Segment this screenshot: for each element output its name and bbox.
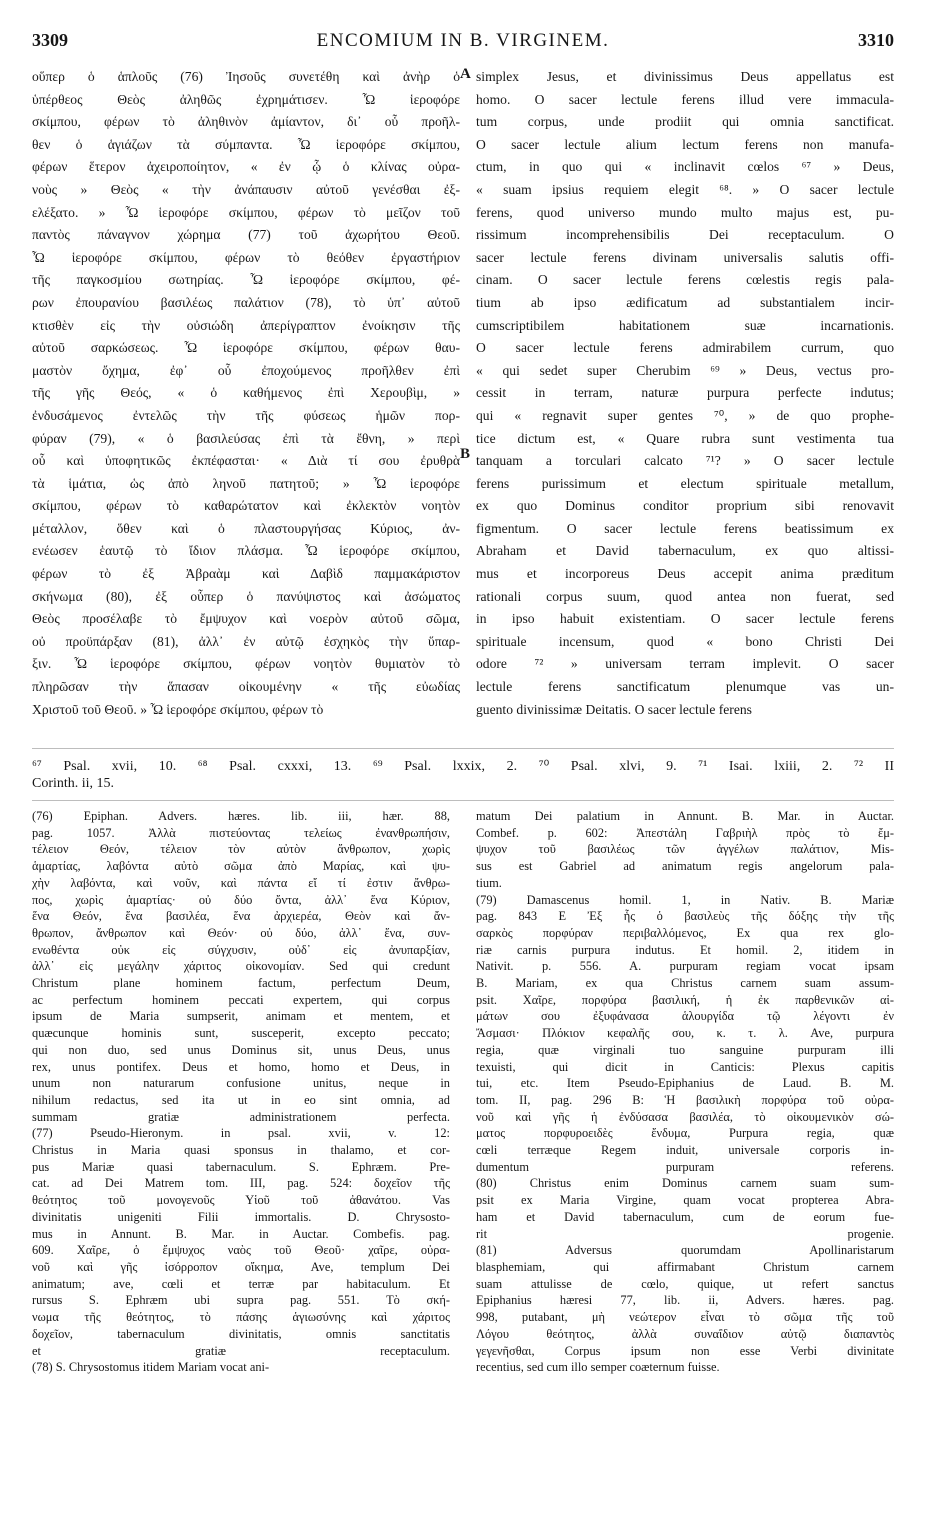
- greek-text-line: τῆς γῆς Θεός, « ὁ καθήμενος ἐπὶ Χερουβὶμ, »: [32, 385, 460, 401]
- note-line: pus Mariæ quasi tabernaculum. S. Ephræm. Pre-: [32, 1159, 450, 1174]
- column-marker-a: A: [460, 66, 471, 82]
- latin-text-line: cessit in terram, naturæ purpura perfecte indutus;: [476, 385, 894, 401]
- greek-text-line: σκίμπου, φέρων τὸ καθαρώτατον καὶ ἐκλεκτὸν νοητὸν: [32, 498, 460, 514]
- latin-text-line: spirituale incensum, quod « bono Christi Dei: [476, 633, 894, 649]
- latin-text-line: ferens, quod universo mundo multo majus est, pu-: [476, 204, 894, 220]
- note-line: tom. II, pag. 296 B: Ἡ βασιλικὴ πορφύρα τοῦ οὐρα-: [476, 1092, 894, 1107]
- note-line: cœli terræque Regem induit, universale corporis in-: [476, 1143, 894, 1158]
- greek-text-line: φύραν (79), « ὁ βασιλεύσας ἐπὶ τὰ ἔθνη, » περὶ: [32, 430, 460, 446]
- greek-text-line: Ὦ ἱεροφόρε σκίμπου, φέρων τὸ θεόθεν ἐργαστήριον: [32, 249, 460, 265]
- latin-text-column: [476, 66, 894, 721]
- note-line: Ἄσμασι· Πλόκιον κεφαλῆς σου, κ. τ. λ. Ave, purpura: [476, 1026, 894, 1041]
- note-line: regia, quæ virginali tuo sanguine purpuram illi: [476, 1042, 894, 1057]
- note-line: tium.: [476, 875, 502, 890]
- note-line: suam attulisse de cœlo, quique, ut refert sanctus: [476, 1276, 894, 1291]
- latin-text-line: « suam ipsius requiem elegit ⁶⁸. » O sacer lectule: [476, 181, 894, 197]
- note-line: σαρκὸς πορφύραν περιβαλλόμενος, Ex qua rex glo-: [476, 925, 894, 940]
- note-line: χὴν λαβόντα, καὶ νοῦν, καὶ πάντα εἴ τί ἐστιν ἄνθρω-: [32, 875, 450, 890]
- latin-text-line: Abraham et David tabernaculum, ex quo altissi-: [476, 543, 894, 559]
- greek-text-line: φέρων ἕτερον ἀχειροποίητον, « ἐν ᾧ ὁ κλίνας οὐρα-: [32, 159, 460, 175]
- latin-text-line: « qui sedet super Cherubim ⁶⁹ » Deus, vectus pro-: [476, 362, 894, 378]
- note-line: Nativit. p. 556. A. purpuram regiam vocat ipsam: [476, 959, 894, 974]
- latin-text-line: ctum, in quo qui « inclinavit cœlos ⁶⁷ » Deus,: [476, 159, 894, 175]
- note-line: blasphemiam, qui affirmabant Christum carnem: [476, 1259, 894, 1274]
- latin-text-line: tium ab ipso ædificatum ad substantialem incir-: [476, 294, 894, 310]
- note-line: pag. 843 E Ἐξ ἧς ὁ βασιλεὺς τῆς δόξης τὴν τῆς: [476, 909, 894, 924]
- note-line: et gratiæ receptaculum.: [32, 1343, 450, 1358]
- greek-text-line: μέταλλον, ὅθεν καὶ ὁ πλαστουργήσας Κύριος, ἀν-: [32, 520, 460, 536]
- note-line: ac perfectum hominem peccati expertem, qui corpus: [32, 992, 450, 1007]
- scripture-ref-line: ⁶⁷ Psal. xvii, 10. ⁶⁸ Psal. cxxxi, 13. ⁶⁹ Psal. lxxix, 2. ⁷⁰ Psal. xlvi, 9. ⁷¹ Isai. lxiii, 2. ⁷² II: [32, 759, 894, 774]
- greek-text-line: Χριστοῦ τοῦ Θεοῦ. » Ὦ ἱεροφόρε σκίμπου, φέρων τὸ: [32, 701, 324, 717]
- note-line: Combef. p. 602: Ἀπεστάλη Γαβριὴλ πρὸς τὸ ἔμ-: [476, 825, 894, 840]
- latin-text-line: cumscriptibilem habitationem suæ incarnationis.: [476, 317, 894, 333]
- note-line: ματος πορφυροειδὲς ἔνδυμα, Purpura regia, quæ: [476, 1126, 894, 1141]
- note-line: (80) Christus enim Dominus carnem suam sum-: [476, 1176, 894, 1191]
- note-line: (78) S. Chrysostomus itidem Mariam vocat ani-: [32, 1360, 270, 1375]
- latin-text-line: sacer lectule ferens divinam universalis salutis offi-: [476, 249, 894, 265]
- note-line: nihilum redactus, sed ita ut in eo sint omnia, ad: [32, 1092, 450, 1107]
- latin-text-line: homo. O sacer lectule ferens illud vere immacula-: [476, 91, 894, 107]
- note-line: B. Mariam, ex qua Christus carnem suam assum-: [476, 976, 894, 991]
- note-line: νοῦ καὶ γῆς ἰσόρροπον οἴκημα, Ave, templum Dei: [32, 1259, 450, 1274]
- note-line: mus in Annunt. B. Mar. in Auctar. Combefis. pag.: [32, 1226, 450, 1241]
- note-line: ham et David tabernaculum, cum de eorum fue-: [476, 1209, 894, 1224]
- greek-text-line: παντὸς πάναγνον χώρημα (77) τοῦ ἀχωρήτου Θεοῦ.: [32, 227, 460, 243]
- greek-text-line: τὰ ἱμάτια, ὡς ἀπὸ ληνοῦ πατητοῦ; » Ὦ ἱεροφόρε: [32, 475, 460, 491]
- note-line: summam gratiæ administrationem perfecta.: [32, 1109, 450, 1124]
- latin-text-line: simplex Jesus, et divinissimus Deus appellatus est: [476, 69, 894, 84]
- note-line: ἀλλ᾽ εἰς μεγάλην χάριτος οἰκονομίαν. Sed qui credunt: [32, 959, 450, 974]
- note-line: Christum plane hominem factum, perfectum Deum,: [32, 976, 450, 991]
- greek-text-line: θεν ὁ ἁγιάζων τὰ σύμπαντα. Ὦ ἱεροφόρε σκίμπου,: [32, 136, 460, 152]
- note-line: rursus S. Ephræm ubi supra pag. 551. Τὸ σκή-: [32, 1293, 450, 1308]
- greek-text-line: σκίμπου, φέρων τὸ ἀληθινὸν ἀμίαντον, δι᾽ οὗ προῆλ-: [32, 114, 460, 130]
- note-line: unum non naturarum confusione unitus, neque in: [32, 1076, 450, 1091]
- greek-text-line: ρων ἐπουρανίου βασιλέως παλάτιον (78), τὸ ὑπ᾽ αὐτοῦ: [32, 294, 460, 310]
- latin-text-line: O sacer lectule alium lectum ferens non manufa-: [476, 136, 894, 152]
- notes-divider: [32, 800, 894, 801]
- note-line: θρωπον, ἄνθρωπον καὶ Θεόν· οὐ δύο, ἀλλ᾽ ἕνα, συν-: [32, 925, 450, 940]
- greek-text-line: νοὺς » Θεὸς « τὴν ἀνάπαυσιν αὐτοῦ γενέσθαι ἐξ-: [32, 181, 460, 197]
- note-line: 998, putabant, μὴ νεώτερον εἶναι τὸ σῶμα τῆς τοῦ: [476, 1310, 894, 1325]
- running-header: [32, 30, 894, 56]
- note-line: Λόγου θεότητος, ἀλλὰ συναΐδιον αὐτῷ διαπαντὸς: [476, 1326, 894, 1341]
- note-line: divinitatis unigeniti Filii immortalis. D. Chrysosto-: [32, 1209, 450, 1224]
- latin-text-line: tum corpus, unde prodiit qui omnia sanctificat.: [476, 114, 894, 130]
- note-line: (76) Epiphan. Advers. hæres. lib. iii, hær. 88,: [32, 809, 450, 823]
- scripture-ref-line: Corinth. ii, 15.: [32, 776, 115, 791]
- latin-text-line: cinam. O sacer lectule ferens cœlestis regis pala-: [476, 272, 894, 288]
- note-line: Christus in Maria quasi sponsus in thalamo, et cor-: [32, 1143, 450, 1158]
- greek-text-line: ενέωσεν ἑαυτῷ τὸ ἴδιον πλάσμα. Ὦ ἱεροφόρε σκίμπου,: [32, 543, 460, 559]
- latin-text-line: odore ⁷² » universam terram implevit. O sacer: [476, 656, 894, 672]
- note-line: (79) Damascenus homil. 1, in Nativ. B. Mariæ: [476, 892, 894, 907]
- greek-text-line: οὗ καὶ ὑποφητικῶς ἐκπέφασται· « Διὰ τί σου ἐρυθρὰ: [32, 453, 460, 469]
- running-title: ENCOMIUM IN B. VIRGINEM.: [316, 30, 610, 51]
- latin-text-line: figmentum. O sacer lectule ferens beatissimum ex: [476, 520, 894, 536]
- latin-text-line: mus et incorporeus Deus accepit anima præditum: [476, 566, 894, 582]
- note-line: γεγενῆσθαι, Corpus ipsum non esse Verbi divinitate: [476, 1343, 894, 1358]
- note-line: (77) Pseudo-Hieronym. in psal. xvii, v. 12:: [32, 1126, 450, 1141]
- latin-text-line: ex quo Dominus conditor proprium sibi renovavit: [476, 498, 894, 514]
- note-line: cat. ad Dei Matrem tom. III, pag. 524: δοχεῖον τῆς: [32, 1176, 450, 1191]
- greek-text-line: πληρῶσαν τὴν ἅπασαν οἰκουμένην « τῆς εὐωδίας: [32, 679, 460, 695]
- greek-text-column: [32, 66, 460, 721]
- greek-text-line: Θεὸς προσέλαβε τὸ ἔμψυχον καὶ νοερὸν αὐτοῦ σῶμα,: [32, 611, 460, 627]
- note-line: rex, unus pontifex. Deus et homo, homo et Deus, in: [32, 1059, 450, 1074]
- note-line: psit. Χαῖρε, πορφύρα βασιλική, ἡ ἐκ παρθενικῶν αἱ-: [476, 992, 894, 1007]
- note-line: sus est Gabriel ad animatum regis angelorum pala-: [476, 859, 894, 874]
- note-line: animatum; ave, cœli et terræ par habitaculum. Et: [32, 1276, 450, 1291]
- note-line: ἕνα Θεόν, ἕνα βασιλέα, ἕνα ἀρχιερέα, Θεὸν καὶ ἄν-: [32, 909, 450, 924]
- note-line: psit ex Maria Virgine, quam vocat propterea Abra-: [476, 1193, 894, 1208]
- greek-text-line: ὑπέρθεος Θεὸς ἀληθῶς ἐχρημάτισεν. Ὦ ἱεροφόρε: [32, 91, 460, 107]
- latin-text-line: rationali corpus suum, quod antea non fuerat, sed: [476, 588, 894, 604]
- note-line: dumentum purpuram referens.: [476, 1159, 894, 1174]
- note-line: texuisti, qui dicit in Canticis: Plexus capitis: [476, 1059, 894, 1074]
- latin-text-line: guento divinissimæ Deitatis. O sacer lectule ferens: [476, 701, 752, 717]
- notes-column-right: [476, 808, 894, 1376]
- note-line: pag. 1057. Ἀλλὰ πιστεύοντας τελείως ἐνανθρωπήσιν,: [32, 825, 450, 840]
- greek-text-line: αὐτοῦ σαρκώσεως. Ὦ ἱεροφόρε σκίμπου, φέρων θαυ-: [32, 340, 460, 356]
- note-line: recentius, sed cum illo semper coæternum fuisse.: [476, 1360, 720, 1375]
- note-line: νοῦ καὶ γῆς ἡ ἐνδύσασα βασιλέα, τὸ οἰκουμενικὸν σώ-: [476, 1109, 894, 1124]
- note-line: τέλειον Θεόν, τέλειον τὸν αὐτὸν ἄνθρωπον, χωρὶς: [32, 842, 450, 857]
- greek-text-line: τῆς παγκοσμίου σωτηρίας. Ὦ ἱεροφόρε σκίμπου, φέ-: [32, 272, 460, 288]
- greek-text-line: οὕπερ ὁ ἁπλοῦς (76) Ἰησοῦς συνετέθη καὶ ἀνὴρ ὁ: [32, 69, 460, 84]
- note-line: rit progenie.: [476, 1226, 894, 1241]
- greek-text-line: ελέξατο. » Ὦ ἱεροφόρε σκίμπου, φέρων τὸ μεῖζον τοῦ: [32, 204, 460, 220]
- greek-text-line: σκήνωμα (80), ἐξ οὗπερ ὁ πανύψιστος καὶ ἀσώματος: [32, 588, 460, 604]
- latin-text-line: tanquam a torculari calcato ⁷¹? » O sacer lectule: [476, 453, 894, 469]
- latin-text-line: in ipso habuit existentiam. O sacer lectule ferens: [476, 611, 894, 627]
- note-line: ἁμαρτίας, λαβόντα αὐτὸ σῶμα ἀπὸ Μαρίας, καὶ ψυ-: [32, 859, 450, 874]
- note-line: ψυχον τοῦ βασιλέως τῶν ἀγγέλων παλάτιον, Mis-: [476, 842, 894, 857]
- page-number-right: 3310: [858, 30, 894, 50]
- note-line: θεότητος τοῦ μονογενοῦς Υἱοῦ τοῦ ἀθανάτου. Vas: [32, 1193, 450, 1208]
- note-line: matum Dei palatium in Annunt. B. Mar. in Auctar.: [476, 809, 894, 823]
- latin-text-line: qui « regnavit super gentes ⁷⁰, » de quo prophe-: [476, 407, 894, 423]
- note-line: νωμα τῆς θεότητος, τὸ πάσης ἁγιωσύνης καὶ χάριτος: [32, 1310, 450, 1325]
- note-line: ipsum de Maria sumpserit, animam et mentem, et: [32, 1009, 450, 1024]
- column-marker-b: B: [460, 446, 471, 462]
- greek-text-line: κτισθὲν εἰς τὴν οὐσιώδη ἀπερίγραπτον ἐνοίκησιν τῆς: [32, 317, 460, 333]
- scripture-references: [32, 758, 894, 792]
- latin-text-line: tice dictum est, « Quare rubra sunt vestimenta tua: [476, 430, 894, 446]
- note-line: πος, χωρὶς ἁμαρτίας· οὐ δύο ὄντα, ἀλλ᾽ ἕνα Κύριον,: [32, 892, 450, 907]
- note-line: 609. Χαῖρε, ὁ ἔμψυχος ναὸς τοῦ Θεοῦ· χαῖρε, οὐρα-: [32, 1243, 450, 1258]
- latin-text-line: O sacer lectule ferens admirabilem currum, quo: [476, 340, 894, 356]
- note-line: ενωθέντα οὐκ εἰς σύγχυσιν, οὐδ᾽ εἰς ἀνυπαρξίαν,: [32, 942, 450, 957]
- note-line: tui, etc. Item Pseudo-Epiphanius de Laud. B. M.: [476, 1076, 894, 1091]
- greek-text-line: ξιν. Ὦ ἱεροφόρε σκίμπου, φέρων νοητὸν θυμιατὸν τὸ: [32, 656, 460, 672]
- note-line: riæ carnis purpura indutus. Et homil. 2, itidem in: [476, 942, 894, 957]
- note-line: μάτων σου ἐξυφάνασα ἁλουργίδα τῷ λέγοντι ἐν: [476, 1009, 894, 1024]
- notes-column-left: [32, 808, 450, 1376]
- latin-text-line: lectule ferens sanctificatum plenumque vas un-: [476, 679, 894, 695]
- main-text-divider: [32, 748, 894, 749]
- note-line: quæcunque hominis sunt, susceperit, excepto peccato;: [32, 1026, 450, 1041]
- page-number-left: 3309: [32, 30, 68, 50]
- note-line: (81) Adversus quorumdam Apollinaristarum: [476, 1243, 894, 1258]
- greek-text-line: ἐνδυσάμενος ἐντελῶς τὴν τῆς φύσεως ἡμῶν πορ-: [32, 407, 460, 423]
- note-line: δοχεῖον, tabernaculum divinitatis, omnis sanctitatis: [32, 1326, 450, 1341]
- greek-text-line: φέρων τὸ ἐξ Ἀβραὰμ καὶ Δαβὶδ παμμακάριστον: [32, 566, 460, 582]
- greek-text-line: οὐ προϋπάρξαν (81), ἀλλ᾽ ἐν αὐτῷ ἐσχηκὸς τὴν ὕπαρ-: [32, 633, 460, 649]
- greek-text-line: μαστὸν ὄχημα, ἐφ᾽ οὗ ἐποχούμενος προῆλθεν ἐπὶ: [32, 362, 460, 378]
- note-line: qui non duo, sed unus Dominus sit, unus Deus, unus: [32, 1042, 450, 1057]
- note-line: Epiphanius hæresi 77, lib. ii, Advers. hæres. pag.: [476, 1293, 894, 1308]
- latin-text-line: rissimum incomprehensibilis Dei receptaculum. O: [476, 227, 894, 243]
- latin-text-line: ferens purissimum et electum spirituale metallum,: [476, 475, 894, 491]
